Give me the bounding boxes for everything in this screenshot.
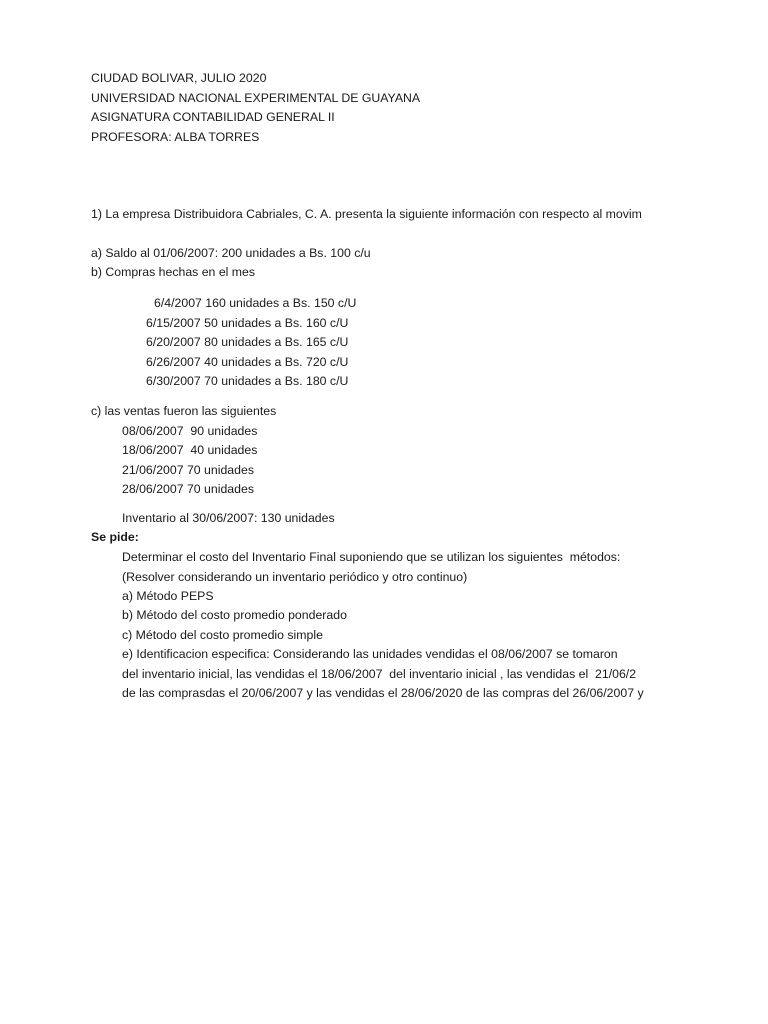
inventario-line: Inventario al 30/06/2007: 130 unidades — [122, 511, 335, 525]
venta-item: 28/06/2007 70 unidades — [122, 482, 254, 496]
pide-line: Determinar el costo del Inventario Final suponiendo que se utilizan los siguientes métodos: — [122, 550, 621, 564]
venta-item: 08/06/2007 90 unidades — [122, 424, 258, 438]
pide-line: (Resolver considerando un inventario periódico y otro continuo) — [122, 570, 468, 584]
pide-line: c) Método del costo promedio simple — [122, 628, 323, 642]
pide-line: a) Método PEPS — [122, 589, 214, 603]
compra-item: 6/20/2007 80 unidades a Bs. 165 c/U — [146, 335, 349, 349]
problem-intro: 1) La empresa Distribuidora Cabriales, C. A. presenta la siguiente información con respecto al movim — [91, 207, 642, 221]
header-city-date: CIUDAD BOLIVAR, JULIO 2020 — [91, 71, 267, 85]
venta-item: 21/06/2007 70 unidades — [122, 463, 254, 477]
se-pide-heading: Se pide: — [91, 530, 139, 544]
pide-line: de las comprasdas el 20/06/2007 y las vendidas el 28/06/2020 de las compras del 26/06/2007 y — [122, 686, 644, 700]
compra-item: 6/30/2007 70 unidades a Bs. 180 c/U — [146, 374, 349, 388]
pide-line: del inventario inicial, las vendidas el 18/06/2007 del inventario inicial , las vendidas el 21/06/2 — [122, 667, 637, 681]
header-university: UNIVERSIDAD NACIONAL EXPERIMENTAL DE GUAYANA — [91, 91, 421, 105]
saldo-line: a) Saldo al 01/06/2007: 200 unidades a Bs. 100 c/u — [91, 246, 371, 260]
compra-item: 6/26/2007 40 unidades a Bs. 720 c/U — [146, 355, 349, 369]
ventas-title: c) las ventas fueron las siguientes — [91, 404, 277, 418]
pide-line: b) Método del costo promedio ponderado — [122, 608, 347, 622]
pide-line: e) Identificacion especifica: Considerando las unidades vendidas el 08/06/2007 se tomaron — [122, 647, 618, 661]
compras-title: b) Compras hechas en el mes — [91, 265, 256, 279]
header-professor: PROFESORA: ALBA TORRES — [91, 130, 260, 144]
header-course: ASIGNATURA CONTABILIDAD GENERAL II — [91, 110, 335, 124]
compra-item: 6/4/2007 160 unidades a Bs. 150 c/U — [154, 296, 357, 310]
compra-item: 6/15/2007 50 unidades a Bs. 160 c/U — [146, 316, 349, 330]
venta-item: 18/06/2007 40 unidades — [122, 443, 258, 457]
